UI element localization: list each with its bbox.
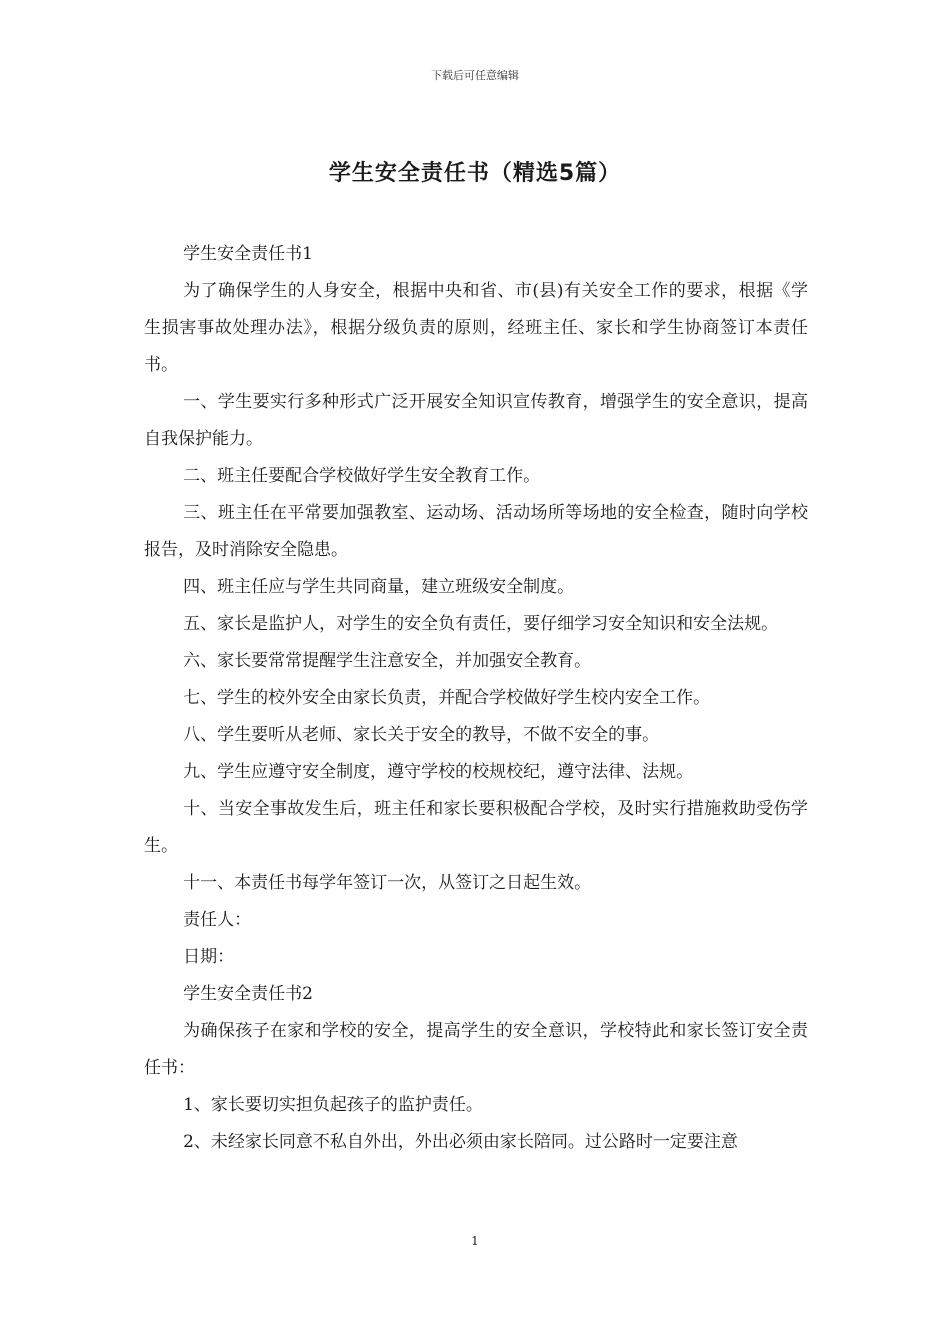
clause-paragraph: 五、家长是监护人，对学生的安全负有责任，要仔细学习安全知识和安全法规。	[183, 614, 779, 634]
page-number: 1	[471, 1234, 479, 1248]
clause-paragraph: 八、学生要听从老师、家长关于安全的教导，不做不安全的事。	[183, 725, 660, 745]
intro-paragraph: 为了确保学生的人身安全，根据中央和省、市(县)有关安全工作的要求，根据《学生损害事故处理办法》，根据分级负责的原则，经班主任、家长和学生协商签订本责任书。	[144, 281, 808, 375]
date-line: 日期：	[183, 947, 235, 967]
clause-paragraph: 二、班主任要配合学校做好学生安全教育工作。	[183, 466, 541, 486]
clause-paragraph: 十、当安全事故发生后，班主任和家长要积极配合学校，及时实行措施救助受伤学生。	[144, 799, 808, 856]
clause-paragraph: 九、学生应遵守安全制度，遵守学校的校规校纪，遵守法律、法规。	[183, 762, 694, 782]
intro-paragraph: 为确保孩子在家和学校的安全，提高学生的安全意识，学校特此和家长签订安全责任书：	[144, 1021, 808, 1078]
clause-paragraph: 七、学生的校外安全由家长负责，并配合学校做好学生校内安全工作。	[183, 688, 711, 708]
clause-paragraph: 四、班主任应与学生共同商量，建立班级安全制度。	[183, 577, 575, 597]
header-note: 下载后可任意编辑	[431, 69, 519, 82]
document-title: 学生安全责任书（精选5篇）	[328, 161, 622, 186]
clause-paragraph: 2、未经家长同意不私自外出，外出必须由家长陪同。过公路时一定要注意	[183, 1132, 738, 1152]
document-body	[144, 236, 808, 1161]
clause-paragraph: 三、班主任在平常要加强教室、运动场、活动场所等场地的安全检查，随时向学校报告，及时消除安全隐患。	[144, 503, 808, 560]
clause-paragraph: 六、家长要常常提醒学生注意安全，并加强安全教育。	[183, 651, 592, 671]
clause-paragraph: 一、学生要实行多种形式广泛开展安全知识宣传教育，增强学生的安全意识，提高自我保护能力。	[144, 392, 808, 449]
section-heading-1: 学生安全责任书1	[183, 244, 313, 264]
signature-line: 责任人：	[183, 910, 252, 930]
section-heading-2: 学生安全责任书2	[183, 984, 313, 1004]
clause-paragraph: 1、家长要切实担负起孩子的监护责任。	[183, 1095, 483, 1115]
clause-paragraph: 十一、本责任书每学年签订一次，从签订之日起生效。	[183, 873, 592, 893]
